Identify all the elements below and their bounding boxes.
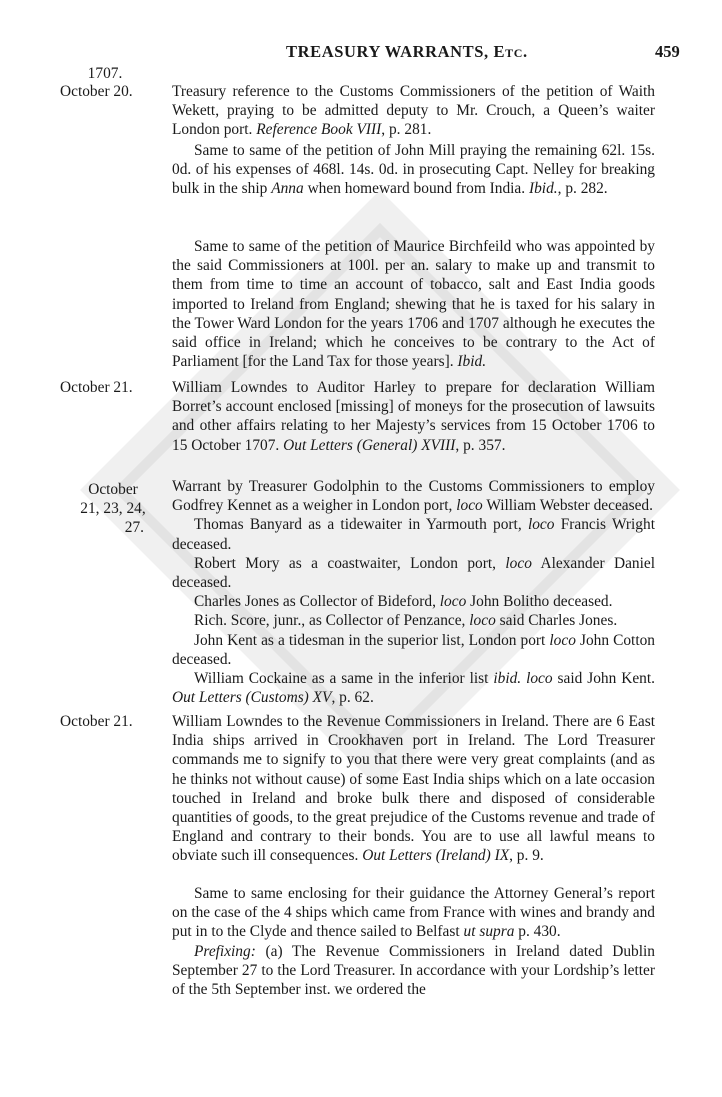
paragraph: William Lowndes to the Revenue Commissioners in Ireland. There are 6 East India ships arrived in Crookhaven port in Ireland. The Lord Treasurer commands me to signify to you that there were very great complaints (and as he thinks not without cause) of some East India ships which on a late occasion touched in Ireland and broke bulk there and disposed of considerable quantities of goods, to the great prejudice of the Customs revenue and trade of England and contrary to their bonds. You are to use all lawful means to obviate such ill consequences. Out Letters (Ireland) IX, p. 9. [172, 713, 655, 865]
paragraph: Same to same of the petition of John Mill praying the remaining 62l. 15s. 0d. of his expenses of 468l. 14s. 0d. in prosecuting Capt. Nelley for breaking bulk in the ship Anna when homeward bound from India. Ibid., p. 282. [172, 142, 655, 198]
paragraph: Robert Mory as a coastwaiter, London port, loco Alexander Daniel deceased. [172, 554, 655, 592]
entry-text [172, 141, 655, 199]
entry-text [172, 237, 655, 371]
margin-date-oct21-b: October 21. [60, 713, 133, 730]
paragraph: Treasury reference to the Customs Commissioners of the petition of Waith Wekett, praying to be admitted deputy to Mr. Crouch, a Queen’s waiter London port. Reference Book VIII, p. 281. [172, 83, 655, 139]
entry-text [172, 378, 655, 455]
margin-date-oct20: October 20. [60, 83, 133, 100]
paragraph: Prefixing: (a) The Revenue Commissioners in Ireland dated Dublin September 27 to the Lord Treasurer. In accordance with your Lordship’s letter of the 5th September inst. we ordered the [172, 942, 655, 999]
paragraph: Same to same of the petition of Maurice Birchfeild who was appointed by the said Commissioners at 100l. per an. salary to make up and transmit to them from time to time an account of tobacco, salt and East India goods imported to Ireland from England; shewing that he is taxed for his salary in the Tower Ward London for the years 1706 and 1707 although he executes the said office in Ireland; which he conceives to be contrary to the Act of Parliament [for the Land Tax for those years]. Ibid. [172, 238, 655, 371]
entry-text [172, 712, 655, 866]
margin-date-oct21: October 21. [60, 379, 133, 396]
entry-text [172, 82, 655, 140]
entry-text [172, 884, 655, 999]
paragraph: William Lowndes to Auditor Harley to prepare for declaration William Borret’s account enclosed [missing] of moneys for the prosecution of lawsuits and other affairs relating to her Majesty’s services from 15 October 1706 to 15 October 1707. Out Letters (General) XVIII, p. 357. [172, 379, 655, 454]
margin-date-oct21-27: October 21, 23, 24, 27. [80, 481, 146, 536]
running-title: TREASURY WARRANTS, Etc. [286, 42, 528, 61]
paragraph: John Kent as a tidesman in the superior list, London port loco John Cotton deceased. [172, 631, 655, 668]
entry-text [172, 477, 655, 707]
paragraph: Same to same enclosing for their guidance the Attorney General’s report on the case of the 4 ships which came from France with wines and brandy and put in to the Clyde and thence sailed to Belfast ut supra p. 430. [172, 885, 655, 941]
paragraph: Charles Jones as Collector of Bideford, loco John Bolitho deceased. [194, 593, 613, 611]
page-number: 459 [655, 42, 680, 61]
paragraph: Rich. Score, junr., as Collector of Penzance, loco said Charles Jones. [194, 612, 618, 630]
paragraph: William Cockaine as a same in the inferior list ibid. loco said John Kent. Out Letters (Customs) XV, p. 62. [172, 670, 655, 707]
margin-year: 1707. [87, 65, 123, 82]
paragraph: Warrant by Treasurer Godolphin to the Customs Commissioners to employ Godfrey Kennet as a weigher in London port, loco William Webster deceased. [172, 478, 655, 515]
paragraph: Thomas Banyard as a tidewaiter in Yarmouth port, loco Francis Wright deceased. [172, 516, 655, 553]
